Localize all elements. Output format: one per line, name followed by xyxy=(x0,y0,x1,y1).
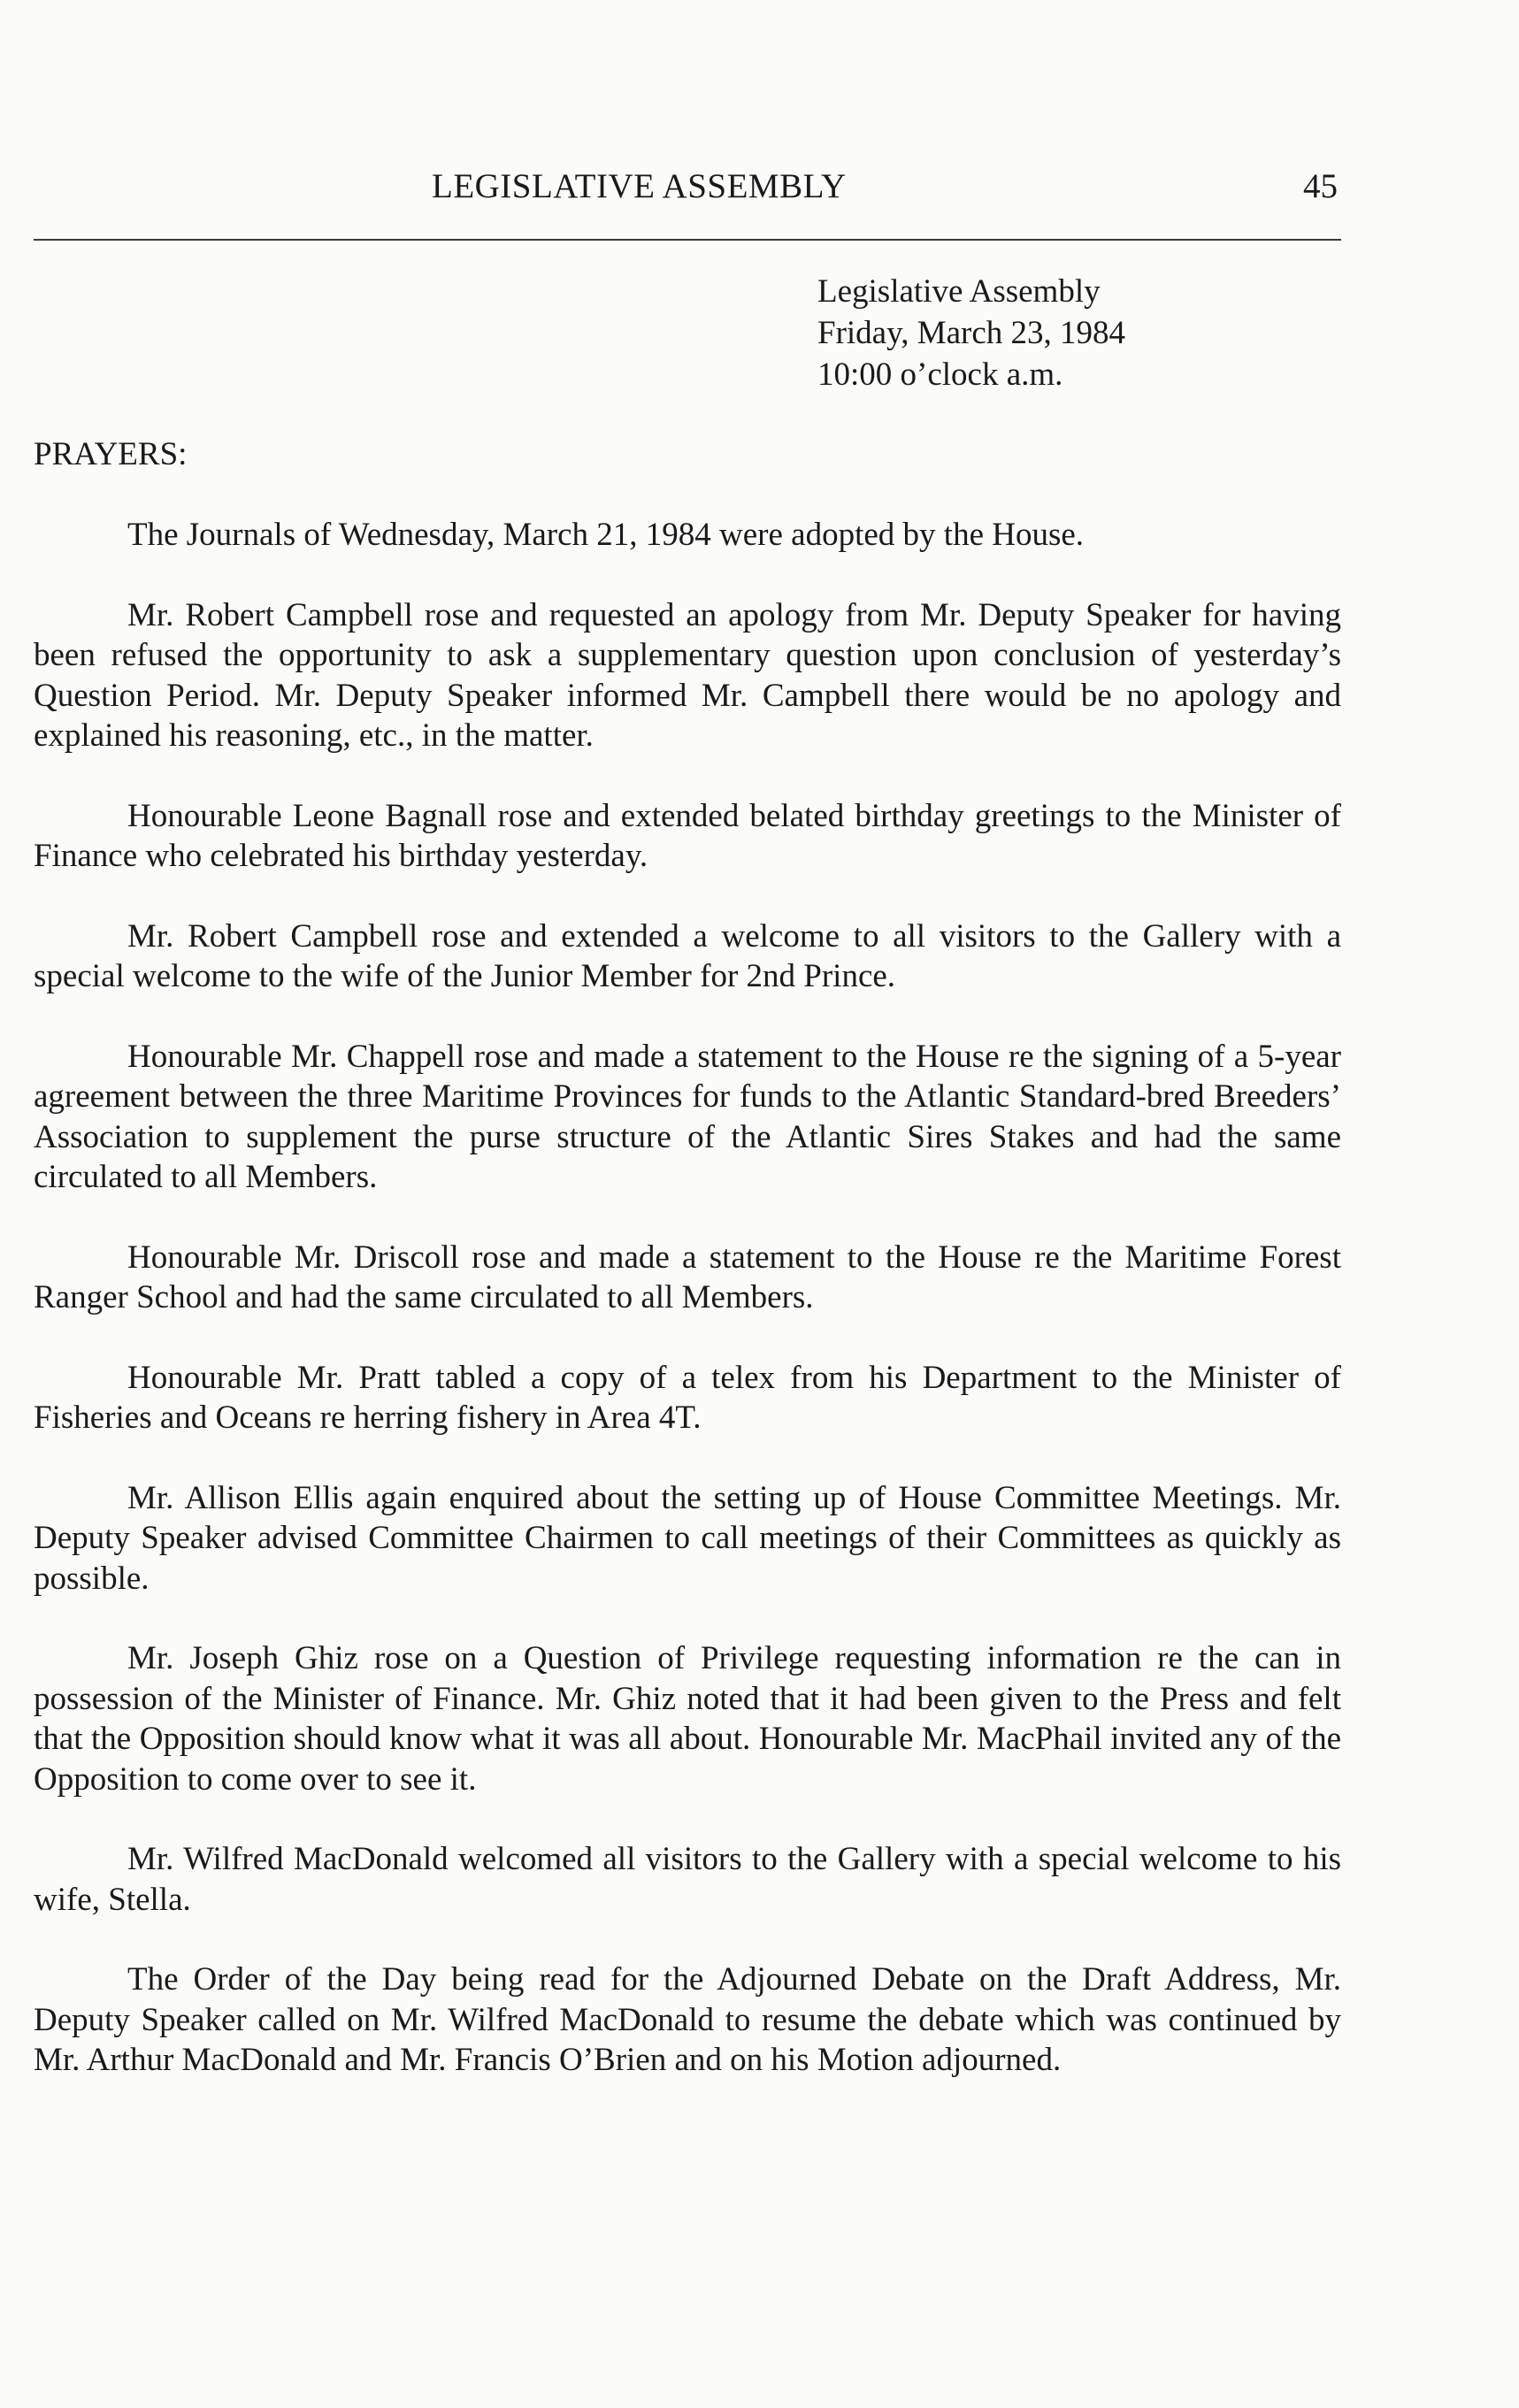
header-rule xyxy=(34,239,1341,241)
paragraph-ellis-committees: Mr. Allison Ellis again enquired about the setting up of House Committee Meetings. Mr. Deputy Speaker advised Committee Chairmen to call meetings of their Committees as quickly as possible. xyxy=(34,1479,1341,1597)
session-info xyxy=(817,271,1125,395)
session-assembly: Legislative Assembly xyxy=(817,273,1101,310)
session-time: 10:00 o’clock a.m. xyxy=(817,357,1063,393)
running-header xyxy=(0,166,1519,211)
paragraph-driscoll-statement: Honourable Mr. Driscoll rose and made a statement to the House re the Maritime Forest Ranger School and had the same circulated to all Members. xyxy=(34,1239,1341,1315)
paragraph-campbell-welcome: Mr. Robert Campbell rose and extended a welcome to all visitors to the Gallery with a special welcome to the wife of the Junior Member for 2nd Prince. xyxy=(34,917,1341,994)
page-number: 45 xyxy=(1303,167,1338,205)
paragraph-order-of-day: The Order of the Day being read for the Adjourned Debate on the Draft Address, Mr. Deputy Speaker called on Mr. Wilfred MacDonald to resume the debate which was continued by Mr. Arthur MacDonald and Mr. Francis O’Brien and on his Motion adjourned. xyxy=(34,1961,1341,2078)
paragraph-macdonald-welcome: Mr. Wilfred MacDonald welcomed all visitors to the Gallery with a special welcome to his wife, Stella. xyxy=(34,1841,1341,1918)
journal-body xyxy=(34,515,1341,2081)
running-title: LEGISLATIVE ASSEMBLY xyxy=(432,167,847,205)
paragraph-pratt-telex: Honourable Mr. Pratt tabled a copy of a telex from his Department to the Minister of Fisheries and Oceans re herring fishery in Area 4T. xyxy=(34,1359,1341,1436)
paragraph-campbell-apology: Mr. Robert Campbell rose and requested an apology from Mr. Deputy Speaker for having been refused the opportunity to ask a supplementary question upon conclusion of yesterday’s Question Period. Mr. Deputy Speaker informed Mr. Campbell there would be no apology and explained his reasoning, etc., in the matter. xyxy=(34,596,1341,754)
session-date: Friday, March 23, 1984 xyxy=(817,315,1126,351)
paragraph-ghiz-privilege: Mr. Joseph Ghiz rose on a Question of Privilege requesting information re the can in possession of the Minister of Finance. Mr. Ghiz noted that it had been given to the Press and felt that the Opposition should know what it was all about. Honourable Mr. MacPhail invited any of the Opposition to come over to see it. xyxy=(34,1640,1341,1798)
paragraph-journals-adopted: The Journals of Wednesday, March 21, 1984 were adopted by the House. xyxy=(127,517,1085,553)
paragraph-chappell-statement: Honourable Mr. Chappell rose and made a statement to the House re the signing of a 5-year agreement between the three Maritime Provinces for funds to the Atlantic Standard-bred Breeders’ Association to supplement the purse structure of the Atlantic Sires Stakes and had the same circulated to all Members. xyxy=(34,1038,1341,1195)
prayers-heading: PRAYERS: xyxy=(34,436,188,472)
paragraph-bagnall-greetings: Honourable Leone Bagnall rose and extended belated birthday greetings to the Minister of Finance who celebrated his birthday yesterday. xyxy=(34,797,1341,874)
